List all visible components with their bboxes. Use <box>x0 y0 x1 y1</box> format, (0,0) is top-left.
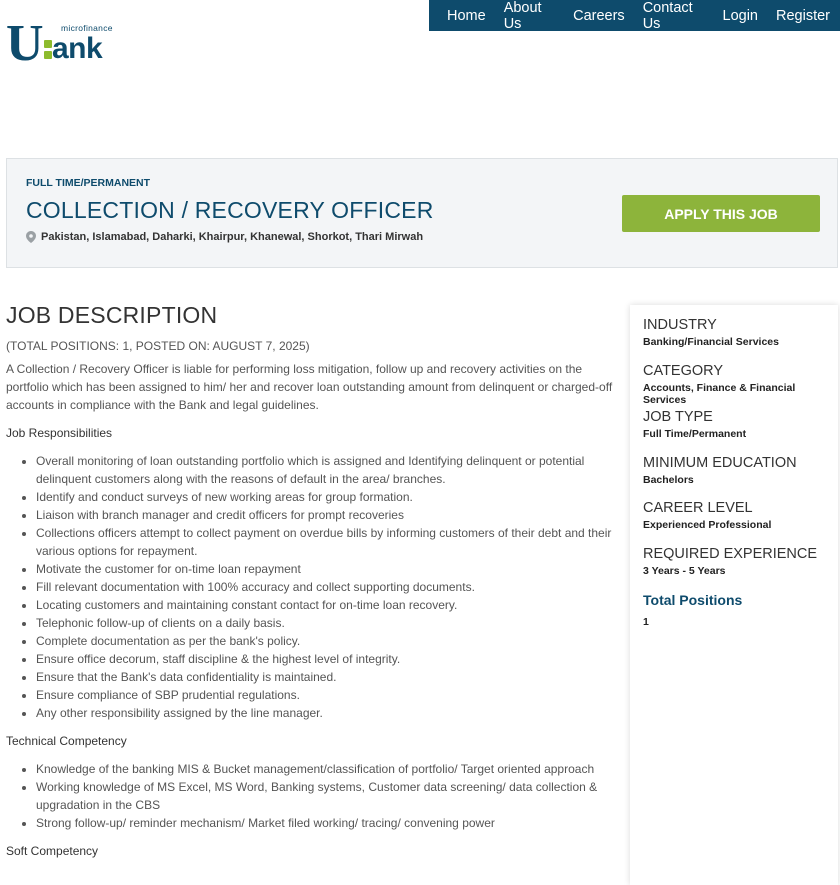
job-header-panel <box>6 158 838 268</box>
technical-competency-title: Technical Competency <box>6 734 127 748</box>
list-item: • Complete documentation as per the bank's policy. <box>36 632 616 650</box>
job-summary-sidebar <box>630 305 838 885</box>
experience-block <box>643 546 817 577</box>
category-block <box>643 363 838 406</box>
industry-label: INDUSTRY <box>643 317 717 333</box>
responsibilities-title: Job Responsibilities <box>6 426 113 440</box>
list-item: • Overall monitoring of loan outstanding portfolio which is assigned and Identifying delinquent or potential delinquent customers along with the reasons of default in the area/ branches. <box>36 452 616 488</box>
logo-letter-u: U <box>6 15 44 72</box>
job-title: COLLECTION / RECOVERY OFFICER <box>26 197 434 223</box>
category-value: Accounts, Finance & Financial Services <box>643 382 796 406</box>
education-label: MINIMUM EDUCATION <box>643 455 797 471</box>
list-item: • Liaison with branch manager and credit officers for prompt recoveries <box>36 506 616 524</box>
list-item: • Locating customers and maintaining constant contact for on-time loan recovery. <box>36 596 616 614</box>
list-item: • Collections officers attempt to collect payment on overdue bills by informing customers of their debt and their various options for repayment. <box>36 524 616 560</box>
job-meta-info: (TOTAL POSITIONS: 1, POSTED ON: AUGUST 7, 2025) <box>6 339 310 353</box>
career-level-value: Experienced Professional <box>643 519 772 531</box>
logo-dot-bottom <box>44 51 52 59</box>
industry-value: Banking/Financial Services <box>643 336 779 348</box>
job-location <box>26 231 423 243</box>
list-item: • Knowledge of the banking MIS & Bucket management/classification of portfolio/ Target oriented approach <box>36 760 616 778</box>
list-item: • Fill relevant documentation with 100% accuracy and collect supporting documents. <box>36 578 616 596</box>
bank-logo[interactable] <box>6 15 126 74</box>
list-item: • Any other responsibility assigned by the line manager. <box>36 704 616 722</box>
list-item: • Strong follow-up/ reminder mechanism/ Market filed working/ tracing/ convening power <box>36 814 616 832</box>
positions-block <box>643 592 742 628</box>
career-level-block <box>643 500 771 531</box>
experience-value: 3 Years - 5 Years <box>643 565 726 577</box>
positions-value: 1 <box>643 616 649 628</box>
category-label: CATEGORY <box>643 363 724 379</box>
map-pin-icon <box>26 231 36 243</box>
nav-home-link[interactable]: Home <box>447 7 486 24</box>
list-item: • Identify and conduct surveys of new working areas for group formation. <box>36 488 616 506</box>
education-block <box>643 455 797 486</box>
job-intro-text: A Collection / Recovery Officer is liable for performing loss mitigation, follow up and recovery activities on the portfolio which has been assigned to him/ her and recover loan outstanding amount from delinquent or charged-off accounts in compliance with the Bank and legal guidelines. <box>6 362 613 412</box>
list-item: • Working knowledge of MS Excel, MS Word, Banking systems, Customer data screening/ data collection & upgradation in the CBS <box>36 778 616 814</box>
list-item: • Motivate the customer for on-time loan repayment <box>36 560 616 578</box>
nav-register-link[interactable]: Register <box>776 7 830 24</box>
experience-label: REQUIRED EXPERIENCE <box>643 546 818 562</box>
top-navigation <box>429 0 840 31</box>
list-item: • Ensure compliance of SBP prudential regulations. <box>36 686 616 704</box>
list-item: • Ensure that the Bank's data confidentiality is maintained. <box>36 668 616 686</box>
job-type-side-label: JOB TYPE <box>643 409 713 425</box>
technical-competency-list <box>6 760 616 832</box>
job-location-text: Pakistan, Islamabad, Daharki, Khairpur, Khanewal, Shorkot, Thari Mirwah <box>41 231 424 243</box>
list-item: • Telephonic follow-up of clients on a daily basis. <box>36 614 616 632</box>
soft-competency-title: Soft Competency <box>6 844 99 858</box>
job-type-block <box>643 409 746 440</box>
job-type-side-value: Full Time/Permanent <box>643 428 747 440</box>
industry-block <box>643 317 779 348</box>
nav-careers-link[interactable]: Careers <box>573 7 625 24</box>
job-type-label: FULL TIME/PERMANENT <box>26 177 151 189</box>
logo-tagline: microfinance <box>61 23 113 33</box>
logo-dot-top <box>44 40 52 48</box>
apply-job-button[interactable]: APPLY THIS JOB <box>622 195 820 232</box>
responsibilities-list <box>6 452 616 722</box>
career-level-label: CAREER LEVEL <box>643 500 753 516</box>
logo-wordmark: ank <box>52 32 103 65</box>
education-value: Bachelors <box>643 474 694 486</box>
nav-about-link[interactable]: About Us <box>503 0 542 32</box>
job-description-section <box>6 302 616 858</box>
list-item: • Ensure office decorum, staff discipline & the highest level of integrity. <box>36 650 616 668</box>
positions-label: Total Positions <box>643 592 743 608</box>
job-description-heading: JOB DESCRIPTION <box>6 302 218 328</box>
nav-contact-link[interactable]: Contact Us <box>642 0 693 32</box>
nav-login-link[interactable]: Login <box>722 7 758 24</box>
